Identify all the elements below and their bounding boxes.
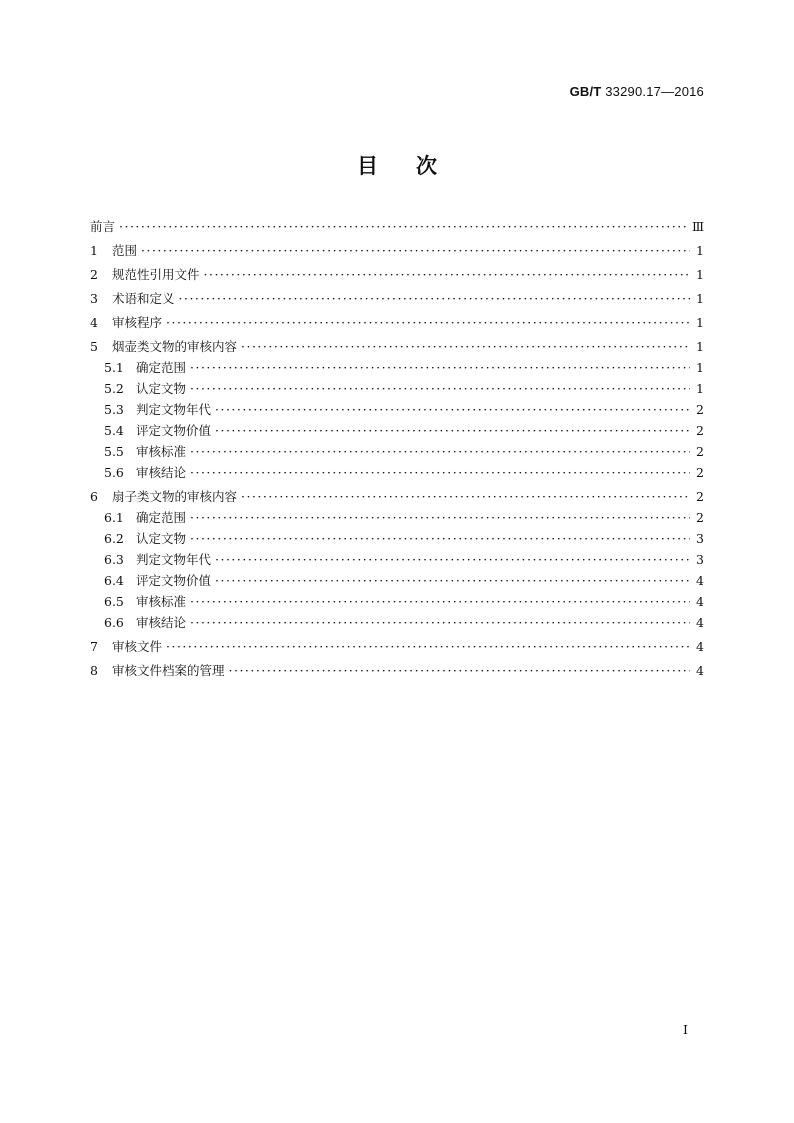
toc-entry-number: 2 [90, 267, 98, 282]
toc-entry-label: 审核程序 [112, 315, 163, 330]
toc-leader-dots [215, 399, 690, 420]
toc-entry-number: 6.4 [104, 573, 124, 588]
toc-leader-dots [166, 312, 690, 333]
toc-leader-dots [190, 462, 690, 483]
toc-entry-number: 5.4 [104, 423, 124, 438]
toc-entry-number: 6.2 [104, 531, 124, 546]
toc-entry[interactable] [90, 462, 704, 483]
toc-leader-dots [204, 264, 690, 285]
toc-entry-page: 1 [696, 360, 704, 375]
toc-entry-page: 1 [696, 267, 704, 282]
standard-number: 33290.17—2016 [605, 84, 704, 99]
toc-entry[interactable] [90, 570, 704, 591]
toc-entry[interactable] [90, 216, 704, 237]
toc-leader-dots [190, 378, 690, 399]
toc-entry-number: 5.3 [104, 402, 124, 417]
toc-entry-number: 1 [90, 243, 98, 258]
toc-entry-number: 7 [90, 639, 98, 654]
toc-entry-number: 5.2 [104, 381, 124, 396]
toc-leader-dots [190, 612, 690, 633]
toc-entry-page: 3 [696, 552, 704, 567]
toc-entry-label: 认定文物 [136, 381, 187, 396]
toc-entry-label: 规范性引用文件 [112, 267, 200, 282]
toc-entry-label: 审核结论 [136, 615, 187, 630]
toc-entry-label: 前言 [90, 219, 116, 234]
toc-entry[interactable] [90, 507, 704, 528]
toc-leader-dots [215, 549, 690, 570]
toc-entry-label: 术语和定义 [112, 291, 175, 306]
toc-entry-label: 评定文物价值 [136, 573, 212, 588]
toc-entry-page: 4 [696, 594, 704, 609]
toc-entry-page: 1 [696, 339, 704, 354]
toc-leader-dots [166, 636, 690, 657]
toc-entry[interactable] [90, 312, 704, 333]
toc-entry-number: 3 [90, 291, 98, 306]
toc-entry-number: 5.6 [104, 465, 124, 480]
toc-leader-dots [190, 507, 690, 528]
toc-entry[interactable] [90, 357, 704, 378]
toc-entry-number: 5.5 [104, 444, 124, 459]
toc-entry-number: 5 [90, 339, 98, 354]
toc-leader-dots [190, 441, 690, 462]
page-number: I [683, 1022, 688, 1037]
toc-entry-page: Ⅲ [691, 219, 704, 234]
toc-leader-dots [229, 660, 690, 681]
toc-entry-page: 3 [696, 531, 704, 546]
toc-entry-label: 扇子类文物的审核内容 [112, 489, 238, 504]
toc-leader-dots [241, 336, 690, 357]
toc-entry[interactable] [90, 441, 704, 462]
toc-entry-page: 2 [696, 423, 704, 438]
toc-entry[interactable] [90, 486, 704, 507]
toc-entry-page: 1 [696, 291, 704, 306]
toc-entry-page: 1 [696, 381, 704, 396]
toc-entry[interactable] [90, 420, 704, 441]
toc-entry-number: 6.6 [104, 615, 124, 630]
toc-entry[interactable] [90, 399, 704, 420]
toc-entry-page: 1 [696, 315, 704, 330]
toc-entry-label: 审核结论 [136, 465, 187, 480]
toc-entry-page: 2 [696, 402, 704, 417]
toc-leader-dots [190, 357, 690, 378]
toc-entry-number: 5.1 [104, 360, 124, 375]
toc-entry-number: 6.1 [104, 510, 124, 525]
toc-entry-page: 2 [696, 465, 704, 480]
toc-entry-label: 认定文物 [136, 531, 187, 546]
toc-entry-number: 4 [90, 315, 98, 330]
toc-entry-label: 范围 [112, 243, 138, 258]
toc-entry-label: 审核文件 [112, 639, 163, 654]
standard-code [570, 84, 704, 99]
toc-entry-label: 确定范围 [136, 360, 187, 375]
toc-entry-page: 2 [696, 444, 704, 459]
toc-entry-number: 8 [90, 663, 98, 678]
toc-leader-dots [215, 570, 690, 591]
toc-entry[interactable] [90, 660, 704, 681]
toc-entry-page: 4 [696, 615, 704, 630]
toc-entry-label: 判定文物年代 [136, 552, 212, 567]
toc-entry-label: 审核标准 [136, 444, 187, 459]
toc-entry-page: 4 [696, 663, 704, 678]
toc-entry-page: 4 [696, 639, 704, 654]
page-title: 目次 [357, 154, 475, 178]
standard-prefix: GB/T [569, 84, 602, 99]
toc-entry[interactable] [90, 378, 704, 399]
toc-entry-label: 确定范围 [136, 510, 187, 525]
toc-entry-page: 1 [696, 243, 704, 258]
toc-entry-page: 4 [696, 573, 704, 588]
toc-entry-label: 审核文件档案的管理 [112, 663, 225, 678]
table-of-contents [90, 216, 704, 681]
toc-entry-number: 6.3 [104, 552, 124, 567]
toc-entry[interactable] [90, 264, 704, 285]
toc-entry[interactable] [90, 240, 704, 261]
toc-entry-page: 2 [696, 510, 704, 525]
toc-entry-number: 6 [90, 489, 98, 504]
toc-entry-number: 6.5 [104, 594, 124, 609]
toc-entry-label: 烟壶类文物的审核内容 [112, 339, 238, 354]
toc-leader-dots [241, 486, 690, 507]
toc-leader-dots [141, 240, 690, 261]
toc-leader-dots [190, 528, 690, 549]
toc-entry-page: 2 [696, 489, 704, 504]
toc-leader-dots [190, 591, 690, 612]
toc-leader-dots [215, 420, 690, 441]
toc-entry-label: 审核标准 [136, 594, 187, 609]
toc-entry-label: 判定文物年代 [136, 402, 212, 417]
toc-leader-dots [119, 216, 686, 237]
toc-entry[interactable] [90, 528, 704, 549]
toc-entry[interactable] [90, 336, 704, 357]
toc-entry[interactable] [90, 591, 704, 612]
toc-entry[interactable] [90, 612, 704, 633]
toc-entry[interactable] [90, 636, 704, 657]
toc-leader-dots [179, 288, 690, 309]
toc-entry[interactable] [90, 549, 704, 570]
toc-entry-label: 评定文物价值 [136, 423, 212, 438]
toc-entry[interactable] [90, 288, 704, 309]
